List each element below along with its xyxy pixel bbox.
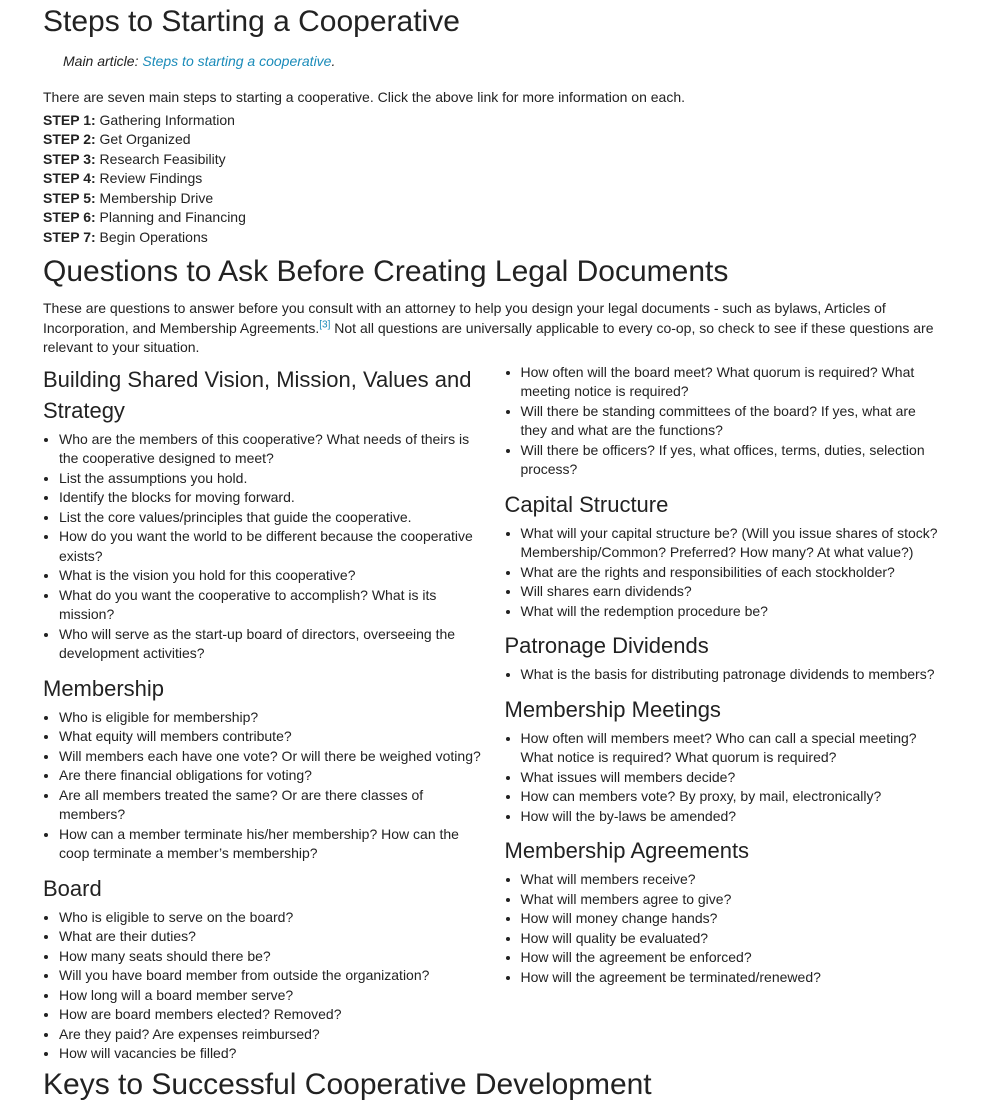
section-heading-questions: Questions to Ask Before Creating Legal Documents: [43, 255, 729, 288]
list-item: • List the assumptions you hold.: [59, 469, 482, 489]
step-text: Research Feasibility: [95, 150, 226, 167]
list-item: • Will shares earn dividends?: [521, 582, 944, 602]
main-article-link[interactable]: Steps to starting a cooperative: [142, 53, 332, 69]
subheading-membership-agreements: Membership Agreements: [504, 838, 750, 863]
list-item: • How will vacancies be filled?: [59, 1044, 482, 1064]
section-heading-steps: Steps to Starting a Cooperative: [43, 5, 460, 38]
list-item: • How are board members elected? Removed?: [59, 1005, 482, 1025]
list-item: • Will there be officers? If yes, what offices, terms, duties, selection process?: [521, 441, 944, 480]
capital-list: [505, 524, 944, 622]
list-item: • Will you have board member from outside the organization?: [59, 966, 482, 986]
list-item: • How will quality be evaluated?: [521, 929, 944, 949]
step-label: STEP 7:: [43, 228, 96, 245]
subheading-board: Board: [43, 875, 102, 901]
questions-intro: [43, 299, 943, 358]
list-item: • What equity will members contribute?: [59, 727, 482, 747]
step-label: STEP 5:: [43, 189, 96, 206]
list-item: • What is the vision you hold for this cooperative?: [59, 566, 482, 586]
article-content: [43, 0, 943, 1105]
membership-list: [43, 708, 482, 864]
step-label: STEP 6:: [43, 209, 96, 225]
board-list-continued: [505, 363, 944, 480]
list-item: • How often will the board meet? What quorum is required? What meeting notice is required?: [521, 363, 944, 402]
step-text: Begin Operations: [95, 228, 208, 245]
steps-intro: There are seven main steps to starting a cooperative. Click the above link for more information on each.: [43, 89, 685, 105]
list-item: • Who will serve as the start-up board of directors, overseeing the development activities?: [59, 625, 482, 664]
questions-intro-text-b: Not all questions are universally applicable to every co-op, so check to see if these questions are relevant to your situation.: [43, 319, 934, 355]
list-item: • How long will a board member serve?: [59, 986, 482, 1006]
questions-columns: [43, 359, 943, 1064]
list-item: • How can members vote? By proxy, by mail, electronically?: [521, 787, 944, 807]
meetings-list: [505, 729, 944, 827]
hatnote-suffix: .: [331, 53, 336, 69]
step-text: Get Organized: [95, 131, 191, 147]
list-item: • What will the redemption procedure be?: [521, 602, 944, 622]
step-4: [43, 169, 943, 189]
list-item: • How can a member terminate his/her membership? How can the coop terminate a member’s membership?: [59, 825, 482, 864]
list-item: • Are all members treated the same? Or are there classes of members?: [59, 786, 482, 825]
left-column: [43, 359, 482, 1064]
list-item: • How will the agreement be enforced?: [521, 948, 944, 968]
list-item: • Identify the blocks for moving forward.: [59, 488, 482, 508]
step-text: Planning and Financing: [95, 209, 246, 225]
list-item: • Will there be standing committees of the board? If yes, what are they and what are the functions?: [521, 402, 944, 441]
agreements-list: [505, 870, 944, 987]
right-column: [505, 359, 944, 1064]
list-item: • List the core values/principles that guide the cooperative.: [59, 508, 482, 528]
step-label: STEP 4:: [43, 170, 96, 186]
step-6: [43, 208, 943, 228]
list-item: • How do you want the world to be different because the cooperative exists?: [59, 527, 482, 566]
step-5: [43, 189, 943, 209]
vision-list: [43, 430, 482, 664]
steps-list: [43, 111, 943, 248]
questions-intro-text-a: These are questions to answer before you consult with an attorney to help you design your legal documents - such as bylaws, Articles of Incorporation, and Membership Agreements.: [43, 300, 886, 336]
list-item: • What will your capital structure be? (Will you issue shares of stock? Membership/Common? Preferred? How many? At what value?): [521, 524, 944, 563]
list-item: • What will members receive?: [521, 870, 944, 890]
step-3: [43, 150, 943, 170]
subheading-membership: Membership: [43, 675, 165, 701]
step-1: [43, 111, 943, 131]
list-item: • How many seats should there be?: [59, 947, 482, 967]
list-item: • Are they paid? Are expenses reimbursed?: [59, 1025, 482, 1045]
step-2: [43, 130, 943, 150]
step-text: Gathering Information: [95, 111, 235, 128]
board-list: [43, 908, 482, 1064]
hatnote-prefix: Main article:: [63, 53, 143, 69]
subheading-capital-structure: Capital Structure: [504, 491, 669, 517]
step-7: [43, 228, 943, 248]
list-item: • How will money change hands?: [521, 909, 944, 929]
step-label: STEP 2:: [43, 131, 96, 147]
list-item: • How will the by-laws be amended?: [521, 807, 944, 827]
list-item: • What issues will members decide?: [521, 768, 944, 788]
citation-link[interactable]: [3]: [319, 318, 331, 330]
list-item: • What is the basis for distributing patronage dividends to members?: [521, 665, 944, 685]
list-item: • Will members each have one vote? Or will there be weighed voting?: [59, 747, 482, 767]
list-item: • How often will members meet? Who can call a special meeting? What notice is required? What quorum is required?: [521, 729, 944, 768]
list-item: • Who is eligible for membership?: [59, 708, 482, 728]
list-item: • Who is eligible to serve on the board?: [59, 908, 482, 928]
list-item: • What do you want the cooperative to accomplish? What is its mission?: [59, 586, 482, 625]
list-item: • What are the rights and responsibilities of each stockholder?: [521, 563, 944, 583]
step-label: STEP 1:: [43, 111, 96, 128]
main-article-hatnote: [63, 52, 943, 71]
list-item: • What are their duties?: [59, 927, 482, 947]
patronage-list: [505, 665, 944, 685]
list-item: • Who are the members of this cooperative? What needs of theirs is the cooperative designed to meet?: [59, 430, 482, 469]
step-label: STEP 3:: [43, 150, 96, 167]
step-text: Membership Drive: [95, 189, 214, 206]
list-item: • What will members agree to give?: [521, 890, 944, 910]
list-item: • Are there financial obligations for voting?: [59, 766, 482, 786]
subheading-patronage-dividends: Patronage Dividends: [504, 633, 709, 658]
step-text: Review Findings: [95, 170, 203, 186]
subheading-membership-meetings: Membership Meetings: [504, 696, 721, 722]
subheading-vision: Building Shared Vision, Mission, Values and Strategy: [43, 366, 472, 423]
list-item: • How will the agreement be terminated/renewed?: [521, 968, 944, 988]
section-heading-keys: Keys to Successful Cooperative Development: [43, 1067, 652, 1101]
